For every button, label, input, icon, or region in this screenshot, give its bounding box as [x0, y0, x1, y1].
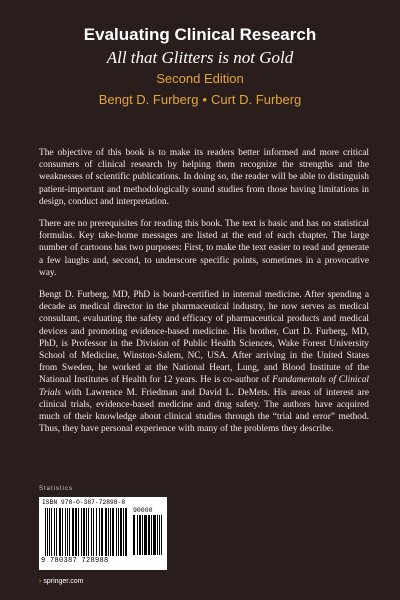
- barcode-bar: [125, 508, 127, 556]
- isbn-barcode: [39, 497, 167, 570]
- blurb-paragraph: The objective of this book is to make its readers better informed and more critical consumers of clinical research by helping them recognize the strengths and the weaknesses of scientific publications. In doing so, the reader will be able to distinguish patient-important and methodologically sound studies from those having limitations in design, conduct and interpretation.: [39, 148, 369, 207]
- barcode-bar: [99, 508, 100, 556]
- barcode-bar: [75, 508, 77, 556]
- arrow-icon: ›: [39, 578, 42, 585]
- barcode-bar: [116, 508, 117, 556]
- barcode-bar: [69, 508, 70, 556]
- barcode-bar: [151, 515, 152, 555]
- barcode-bar: [88, 508, 89, 556]
- blurb-paragraph: There are no prerequisites for reading this book. The text is basic and has no statistical formulas. Key take-home messages are listed at the end of each chapter. The large number of cartoons has two purposes: First, to make the text easier to read and generate a few laughs and, second, to underscore specific points, sometimes in a provocative way.: [39, 219, 369, 278]
- barcode-bar: [56, 508, 57, 556]
- barcode-bar: [51, 508, 52, 556]
- barcode-bar: [137, 515, 138, 555]
- subject-category: Statistics: [39, 486, 74, 492]
- addon-barcode-bars: [133, 515, 163, 555]
- book-subtitle: All that Glitters is not Gold: [106, 48, 294, 67]
- barcode-bar: [120, 508, 122, 556]
- author-separator: •: [202, 92, 207, 107]
- author-name: Bengt D. Furberg: [98, 92, 199, 107]
- barcode-bar: [161, 515, 162, 555]
- ean-digits: 9 780387 728988: [41, 557, 109, 565]
- publisher-url: springer.com: [43, 578, 84, 585]
- cover-header: [0, 24, 400, 109]
- author-bio-paragraph: [39, 289, 369, 435]
- edition-label: Second Edition: [156, 71, 244, 86]
- barcode-bar: [105, 508, 107, 556]
- barcode-bar: [81, 508, 82, 556]
- referenced-book-title: Fundamentals of Clinical Trials: [39, 375, 369, 398]
- bio-text: with Lawrence M. Friedman and David L. DeMets. His areas of interest are clinical trials, evidence-based medicine and drug safety. The authors have acquired much of their knowledge about clinical studies through the “trial and error” method. Thus, they have personal experience with many of the problems they describe.: [39, 387, 369, 435]
- barcode-bar: [93, 508, 94, 556]
- barcode-bar: [45, 508, 46, 556]
- barcode-bar: [65, 508, 66, 556]
- barcode-bar: [101, 508, 103, 556]
- barcode-bar: [67, 508, 68, 556]
- book-title: Evaluating Clinical Research: [83, 25, 317, 44]
- barcode-bar: [153, 515, 156, 555]
- barcode-bar: [142, 515, 143, 555]
- barcode-bars: [45, 508, 129, 556]
- barcode-bar: [139, 515, 141, 555]
- barcode-bar: [157, 515, 158, 555]
- barcode-bar: [159, 515, 160, 555]
- barcode-bar: [96, 508, 97, 556]
- barcode-bar: [49, 508, 50, 556]
- barcode-bar: [148, 515, 150, 555]
- barcode-bar: [133, 515, 135, 555]
- barcode-bar: [123, 508, 124, 556]
- blurb-text: [39, 147, 369, 445]
- barcode-bar: [59, 508, 61, 556]
- barcode-bar: [72, 508, 74, 556]
- author-name: Curt D. Furberg: [210, 92, 302, 107]
- barcode-bar: [54, 508, 55, 556]
- authors-line: [0, 90, 400, 109]
- barcode-bar: [110, 508, 111, 556]
- barcode-bar: [78, 508, 79, 556]
- barcode-bar: [47, 508, 48, 556]
- isbn-number: ISBN 978-0-387-72898-8: [42, 499, 126, 506]
- barcode-bar: [62, 508, 63, 556]
- barcode-bar: [144, 515, 147, 555]
- barcode-bar: [91, 508, 92, 556]
- barcode-bar: [83, 508, 85, 556]
- price-code: 90000: [133, 507, 153, 514]
- publisher-link[interactable]: [39, 578, 83, 585]
- barcode-bar: [108, 508, 109, 556]
- bio-text: Bengt D. Furberg, MD, PhD is board-certified in internal medicine. After spending a decade as medical director in the pharmaceutical industry, he now serves as medical consultant, evaluating the safety and efficacy of pharmaceutical products and medical devices and promoting evidence-based medicine. His brother, Curt D. Furberg, MD, PhD, is Professor in the Division of Public Health Sciences, Wake Forest University School of Medicine, Winston-Salem, NC, USA. After arriving in the United States from Sweden, he worked at the National Heart, Lung, and Blood Institute of the National Institutes of Health for 12 years. He is co-author of: [39, 290, 369, 386]
- barcode-bar: [118, 508, 119, 556]
- barcode-bar: [112, 508, 114, 556]
- barcode-bar: [86, 508, 87, 556]
